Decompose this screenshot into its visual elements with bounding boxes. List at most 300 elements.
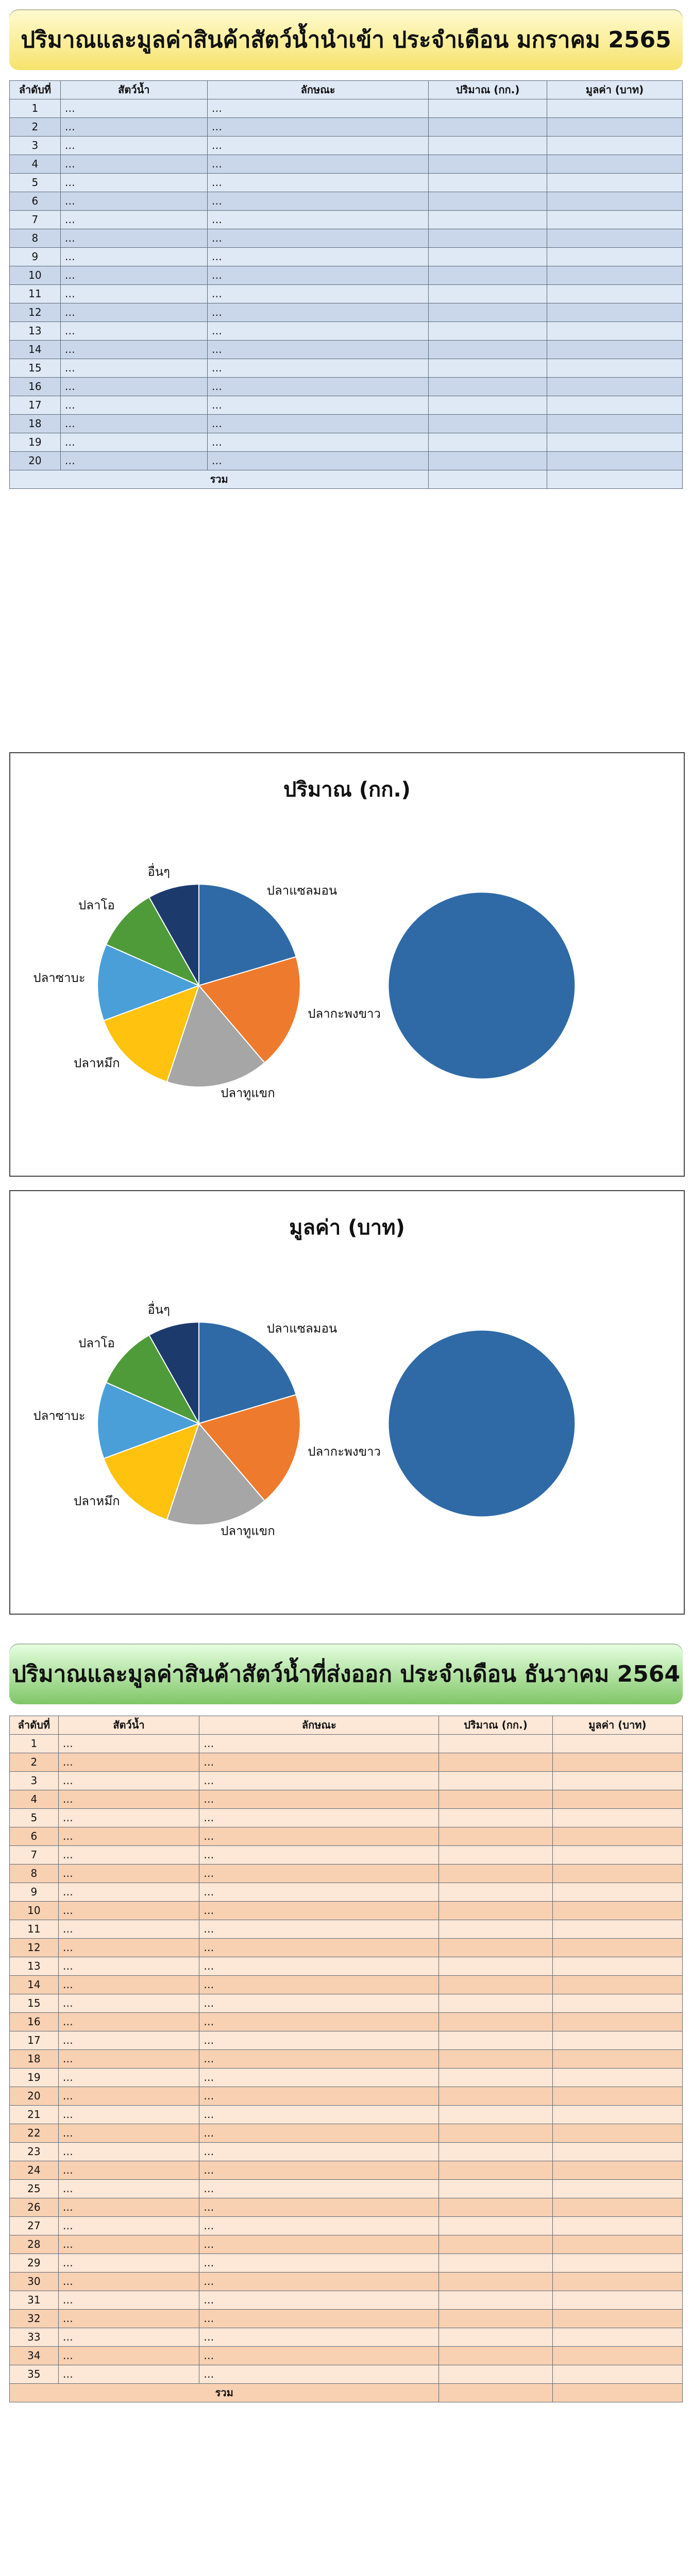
- export-row: [10, 1753, 683, 1772]
- export-cell: 10: [10, 1902, 59, 1920]
- import-header-row: [10, 81, 683, 99]
- import-cell: …: [60, 118, 207, 137]
- export-cell: …: [58, 1920, 199, 1939]
- import-cell: …: [60, 137, 207, 155]
- export-row: [10, 1772, 683, 1790]
- export-cell: …: [199, 2069, 439, 2087]
- export-cell: [439, 2328, 552, 2347]
- export-cell: …: [58, 2013, 199, 2031]
- import-cell: …: [60, 229, 207, 248]
- import-cell: [429, 322, 547, 341]
- export-row: [10, 1865, 683, 1883]
- export-cell: …: [58, 2365, 199, 2384]
- import-cell: 14: [10, 341, 61, 359]
- import-total-label: รวม: [10, 470, 429, 489]
- export-row: [10, 1846, 683, 1865]
- import-cell: 19: [10, 433, 61, 452]
- export-cell: [439, 1994, 552, 2013]
- import-cell: …: [207, 433, 428, 452]
- export-cell: [439, 1976, 552, 1994]
- import-qty-label: ปลากะพงขาว: [308, 1006, 381, 1021]
- import-cell: [429, 174, 547, 192]
- import-total-qty: [429, 470, 547, 489]
- export-row: [10, 1939, 683, 1957]
- export-cell: …: [199, 2143, 439, 2161]
- export-cell: 31: [10, 2291, 59, 2310]
- import-cell: [547, 118, 682, 137]
- import-cell: [429, 378, 547, 396]
- export-cell: …: [199, 1735, 439, 1753]
- export-cell: …: [199, 2254, 439, 2273]
- import-cell: …: [60, 303, 207, 322]
- import-row: [10, 248, 683, 266]
- export-total-qty: [439, 2384, 552, 2402]
- export-cell: …: [58, 2254, 199, 2273]
- import-cell: …: [60, 211, 207, 229]
- import-cell: …: [207, 192, 428, 211]
- import-cell: …: [207, 452, 428, 470]
- import-value-label: ปลาซาบะ: [33, 1408, 86, 1423]
- export-cell: …: [58, 2273, 199, 2291]
- export-cell: [439, 2161, 552, 2180]
- export-cell: [439, 2291, 552, 2310]
- export-cell: [439, 2235, 552, 2254]
- export-cell: …: [199, 1809, 439, 1827]
- import-cell: …: [207, 266, 428, 285]
- import-cell: …: [207, 248, 428, 266]
- import-cell: [547, 341, 682, 359]
- export-cell: [439, 2198, 552, 2217]
- import-qty-detail-pie: [389, 893, 575, 1079]
- import-value-label: ปลาแซลมอน: [266, 1321, 337, 1336]
- export-cell: 13: [10, 1957, 59, 1976]
- export-cell: [552, 2291, 682, 2310]
- import-cell: [429, 433, 547, 452]
- import-cell: [429, 415, 547, 433]
- export-cell: …: [199, 1790, 439, 1809]
- export-cell: …: [58, 1994, 199, 2013]
- import-row: [10, 341, 683, 359]
- import-qty-label: ปลาหมึก: [74, 1056, 120, 1071]
- import-cell: …: [60, 396, 207, 415]
- import-value-title: มูลค่า (บาท): [289, 1216, 405, 1240]
- import-cell: [429, 341, 547, 359]
- export-cell: [439, 2254, 552, 2273]
- import-cell: …: [60, 433, 207, 452]
- export-cell: 3: [10, 1772, 59, 1790]
- export-cell: 35: [10, 2365, 59, 2384]
- import-cell: …: [207, 396, 428, 415]
- export-cell: [439, 2217, 552, 2235]
- export-cell: [552, 2310, 682, 2328]
- export-row: [10, 2198, 683, 2217]
- import-cell: 4: [10, 155, 61, 174]
- export-cell: …: [199, 2013, 439, 2031]
- import-table-body: [10, 99, 683, 489]
- import-total-row: [10, 470, 683, 489]
- export-cell: …: [199, 2217, 439, 2235]
- export-cell: 12: [10, 1939, 59, 1957]
- import-cell: [547, 415, 682, 433]
- import-cell: [429, 211, 547, 229]
- export-total-value: [552, 2384, 682, 2402]
- export-cell: …: [58, 1939, 199, 1957]
- export-row: [10, 2013, 683, 2031]
- import-col-qty: ปริมาณ (กก.): [429, 81, 547, 99]
- import-row: [10, 322, 683, 341]
- import-cell: 2: [10, 118, 61, 137]
- export-cell: [439, 2347, 552, 2365]
- import-cell: [547, 229, 682, 248]
- export-cell: 19: [10, 2069, 59, 2087]
- import-table-head: [10, 81, 683, 99]
- export-cell: [439, 1846, 552, 1865]
- export-cell: …: [58, 1735, 199, 1753]
- export-row: [10, 2347, 683, 2365]
- export-cell: 34: [10, 2347, 59, 2365]
- export-cell: …: [199, 1846, 439, 1865]
- import-cell: …: [207, 322, 428, 341]
- export-cell: [552, 2143, 682, 2161]
- export-cell: …: [58, 1957, 199, 1976]
- export-row: [10, 1920, 683, 1939]
- import-cell: 18: [10, 415, 61, 433]
- export-cell: [552, 1902, 682, 1920]
- import-cell: …: [207, 137, 428, 155]
- export-cell: [439, 2180, 552, 2198]
- export-cell: …: [58, 2050, 199, 2069]
- import-row: [10, 118, 683, 137]
- import-col-animal: สัตว์น้ำ: [60, 81, 207, 99]
- import-cell: 16: [10, 378, 61, 396]
- import-cell: [547, 192, 682, 211]
- import-row: [10, 192, 683, 211]
- import-cell: [429, 99, 547, 118]
- export-cell: [439, 1790, 552, 1809]
- export-cell: 23: [10, 2143, 59, 2161]
- export-cell: [439, 1827, 552, 1846]
- export-cell: [552, 1846, 682, 1865]
- export-row: [10, 2310, 683, 2328]
- import-cell: …: [207, 359, 428, 378]
- export-cell: [552, 2328, 682, 2347]
- export-cell: …: [58, 1809, 199, 1827]
- import-cell: 11: [10, 285, 61, 303]
- export-cell: …: [58, 1976, 199, 1994]
- export-cell: …: [58, 1772, 199, 1790]
- import-qty-label: ปลาซาบะ: [33, 970, 86, 985]
- export-cell: [552, 2031, 682, 2050]
- export-cell: 11: [10, 1920, 59, 1939]
- export-cell: …: [199, 1920, 439, 1939]
- export-cell: [552, 1939, 682, 1957]
- export-cell: 27: [10, 2217, 59, 2235]
- export-cell: 33: [10, 2328, 59, 2347]
- export-total-row: [10, 2384, 683, 2402]
- export-cell: 29: [10, 2254, 59, 2273]
- export-cell: …: [58, 1790, 199, 1809]
- import-row: [10, 266, 683, 285]
- import-value-label: ปลาหมึก: [74, 1494, 120, 1509]
- import-row: [10, 396, 683, 415]
- export-cell: …: [58, 2217, 199, 2235]
- export-cell: [439, 1809, 552, 1827]
- import-cell: …: [60, 415, 207, 433]
- import-cell: [429, 285, 547, 303]
- export-cell: [552, 2217, 682, 2235]
- import-cell: 10: [10, 266, 61, 285]
- import-cell: 1: [10, 99, 61, 118]
- import-cell: 20: [10, 452, 61, 470]
- export-cell: [552, 2365, 682, 2384]
- export-cell: …: [58, 2198, 199, 2217]
- export-cell: [439, 1939, 552, 1957]
- export-cell: [439, 2050, 552, 2069]
- export-cell: [552, 1957, 682, 1976]
- export-col-value: มูลค่า (บาท): [552, 1716, 682, 1735]
- export-cell: [552, 2198, 682, 2217]
- import-cell: …: [207, 303, 428, 322]
- export-cell: [439, 1883, 552, 1902]
- export-col-type: ลักษณะ: [199, 1716, 439, 1735]
- export-cell: 9: [10, 1883, 59, 1902]
- export-cell: [439, 1753, 552, 1772]
- export-cell: [552, 2050, 682, 2069]
- import-cell: …: [207, 211, 428, 229]
- export-table-wrap: [9, 1716, 683, 2402]
- export-cell: …: [199, 2180, 439, 2198]
- import-row: [10, 378, 683, 396]
- import-row: [10, 285, 683, 303]
- import-cell: [547, 396, 682, 415]
- import-cell: [547, 359, 682, 378]
- export-cell: 4: [10, 1790, 59, 1809]
- import-cell: [429, 155, 547, 174]
- export-cell: [439, 2106, 552, 2124]
- import-value-label: ปลาทูแขก: [221, 1523, 275, 1538]
- export-cell: …: [58, 2328, 199, 2347]
- export-row: [10, 1976, 683, 1994]
- export-cell: 14: [10, 1976, 59, 1994]
- export-cell: [552, 2087, 682, 2106]
- import-cell: 3: [10, 137, 61, 155]
- import-cell: …: [207, 174, 428, 192]
- export-cell: [552, 1809, 682, 1827]
- export-cell: [552, 1753, 682, 1772]
- export-row: [10, 1902, 683, 1920]
- import-table-wrap: [9, 80, 683, 489]
- export-title: ปริมาณและมูลค่าสินค้าสัตว์น้ำที่ส่งออก ประจำเดือน ธันวาคม 2564: [9, 1643, 683, 1704]
- import-cell: [547, 322, 682, 341]
- export-cell: [552, 1883, 682, 1902]
- export-cell: [552, 2013, 682, 2031]
- export-cell: 2: [10, 1753, 59, 1772]
- export-cell: …: [58, 2347, 199, 2365]
- export-cell: …: [58, 1753, 199, 1772]
- export-cell: [439, 1735, 552, 1753]
- import-row: [10, 415, 683, 433]
- export-cell: 1: [10, 1735, 59, 1753]
- export-cell: [439, 2143, 552, 2161]
- import-cell: [547, 99, 682, 118]
- export-cell: …: [199, 2310, 439, 2328]
- export-cell: …: [199, 2291, 439, 2310]
- import-table: [9, 80, 683, 489]
- export-row: [10, 1735, 683, 1753]
- export-row: [10, 1827, 683, 1846]
- export-row: [10, 2180, 683, 2198]
- export-cell: …: [199, 2161, 439, 2180]
- import-cell: …: [207, 229, 428, 248]
- import-cell: [547, 433, 682, 452]
- import-value-label: ปลากะพงขาว: [308, 1444, 381, 1459]
- export-cell: 17: [10, 2031, 59, 2050]
- export-row: [10, 2050, 683, 2069]
- export-cell: 20: [10, 2087, 59, 2106]
- import-row: [10, 433, 683, 452]
- export-cell: …: [199, 1883, 439, 1902]
- export-cell: …: [58, 2031, 199, 2050]
- export-cell: 22: [10, 2124, 59, 2143]
- import-cell: [547, 303, 682, 322]
- export-row: [10, 2031, 683, 2050]
- import-value-panel: [9, 1190, 685, 1615]
- import-cell: 12: [10, 303, 61, 322]
- import-row: [10, 211, 683, 229]
- export-cell: [439, 2069, 552, 2087]
- export-cell: …: [199, 2031, 439, 2050]
- export-cell: …: [199, 1976, 439, 1994]
- export-cell: [552, 1865, 682, 1883]
- export-cell: …: [199, 2235, 439, 2254]
- export-table-head: [10, 1716, 683, 1735]
- export-cell: …: [58, 1865, 199, 1883]
- export-cell: …: [199, 1865, 439, 1883]
- export-row: [10, 2273, 683, 2291]
- import-cell: …: [60, 192, 207, 211]
- import-row: [10, 137, 683, 155]
- export-cell: …: [199, 2365, 439, 2384]
- import-qty-label: ปลาโอ: [78, 897, 115, 912]
- export-cell: …: [58, 2106, 199, 2124]
- import-cell: …: [207, 155, 428, 174]
- export-cell: …: [199, 1827, 439, 1846]
- import-cell: …: [207, 415, 428, 433]
- export-cell: …: [199, 2106, 439, 2124]
- export-row: [10, 2124, 683, 2143]
- export-cell: [439, 2031, 552, 2050]
- export-cell: …: [58, 2235, 199, 2254]
- export-cell: 32: [10, 2310, 59, 2328]
- export-cell: …: [58, 2161, 199, 2180]
- export-cell: [552, 1920, 682, 1939]
- import-banner: [9, 9, 683, 70]
- export-table: [9, 1716, 683, 2402]
- export-row: [10, 1994, 683, 2013]
- export-cell: …: [199, 2273, 439, 2291]
- import-cell: …: [60, 341, 207, 359]
- import-cell: …: [60, 285, 207, 303]
- import-cell: [547, 285, 682, 303]
- export-cell: [552, 1790, 682, 1809]
- export-cell: 16: [10, 2013, 59, 2031]
- export-cell: …: [58, 2143, 199, 2161]
- import-cell: [547, 266, 682, 285]
- export-row: [10, 2235, 683, 2254]
- export-cell: …: [58, 2124, 199, 2143]
- export-table-body: [10, 1735, 683, 2402]
- export-total-label: รวม: [10, 2384, 439, 2402]
- export-cell: [552, 1772, 682, 1790]
- import-row: [10, 174, 683, 192]
- export-cell: …: [58, 1846, 199, 1865]
- export-row: [10, 2217, 683, 2235]
- import-cell: [429, 359, 547, 378]
- export-cell: …: [199, 1772, 439, 1790]
- export-cell: 21: [10, 2106, 59, 2124]
- export-cell: [439, 1772, 552, 1790]
- import-cell: [429, 229, 547, 248]
- import-cell: …: [207, 99, 428, 118]
- import-cell: …: [207, 118, 428, 137]
- export-row: [10, 2106, 683, 2124]
- import-total-value: [547, 470, 682, 489]
- export-cell: …: [58, 2291, 199, 2310]
- import-qty-panel: [9, 752, 685, 1177]
- export-banner: [9, 1643, 683, 1704]
- import-cell: 9: [10, 248, 61, 266]
- import-row: [10, 303, 683, 322]
- export-cell: 26: [10, 2198, 59, 2217]
- import-cell: [547, 378, 682, 396]
- export-cell: …: [58, 2069, 199, 2087]
- import-qty-title: ปริมาณ (กก.): [283, 778, 411, 802]
- export-cell: 5: [10, 1809, 59, 1827]
- import-cell: [429, 118, 547, 137]
- import-value-label: ปลาโอ: [78, 1335, 115, 1350]
- export-cell: 24: [10, 2161, 59, 2180]
- export-row: [10, 2069, 683, 2087]
- export-cell: 15: [10, 1994, 59, 2013]
- export-cell: …: [58, 1827, 199, 1846]
- export-cell: …: [199, 2087, 439, 2106]
- export-cell: [552, 1735, 682, 1753]
- import-row: [10, 99, 683, 118]
- import-col-index: ลำดับที่: [10, 81, 61, 99]
- import-qty-label: ปลาทูแขก: [221, 1086, 275, 1100]
- export-row: [10, 1790, 683, 1809]
- export-row: [10, 1957, 683, 1976]
- import-cell: [547, 452, 682, 470]
- export-cell: 25: [10, 2180, 59, 2198]
- export-row: [10, 2328, 683, 2347]
- import-qty-label: ปลาแซลมอน: [266, 883, 337, 898]
- export-col-animal: สัตว์น้ำ: [58, 1716, 199, 1735]
- export-row: [10, 2087, 683, 2106]
- import-cell: …: [207, 378, 428, 396]
- export-cell: [552, 2069, 682, 2087]
- import-row: [10, 155, 683, 174]
- export-cell: [552, 1976, 682, 1994]
- import-qty-label: อื่นๆ: [147, 864, 171, 879]
- import-cell: [429, 396, 547, 415]
- import-cell: …: [207, 285, 428, 303]
- import-cell: [429, 137, 547, 155]
- import-cell: …: [60, 266, 207, 285]
- import-row: [10, 229, 683, 248]
- export-cell: [439, 1957, 552, 1976]
- export-cell: [439, 2365, 552, 2384]
